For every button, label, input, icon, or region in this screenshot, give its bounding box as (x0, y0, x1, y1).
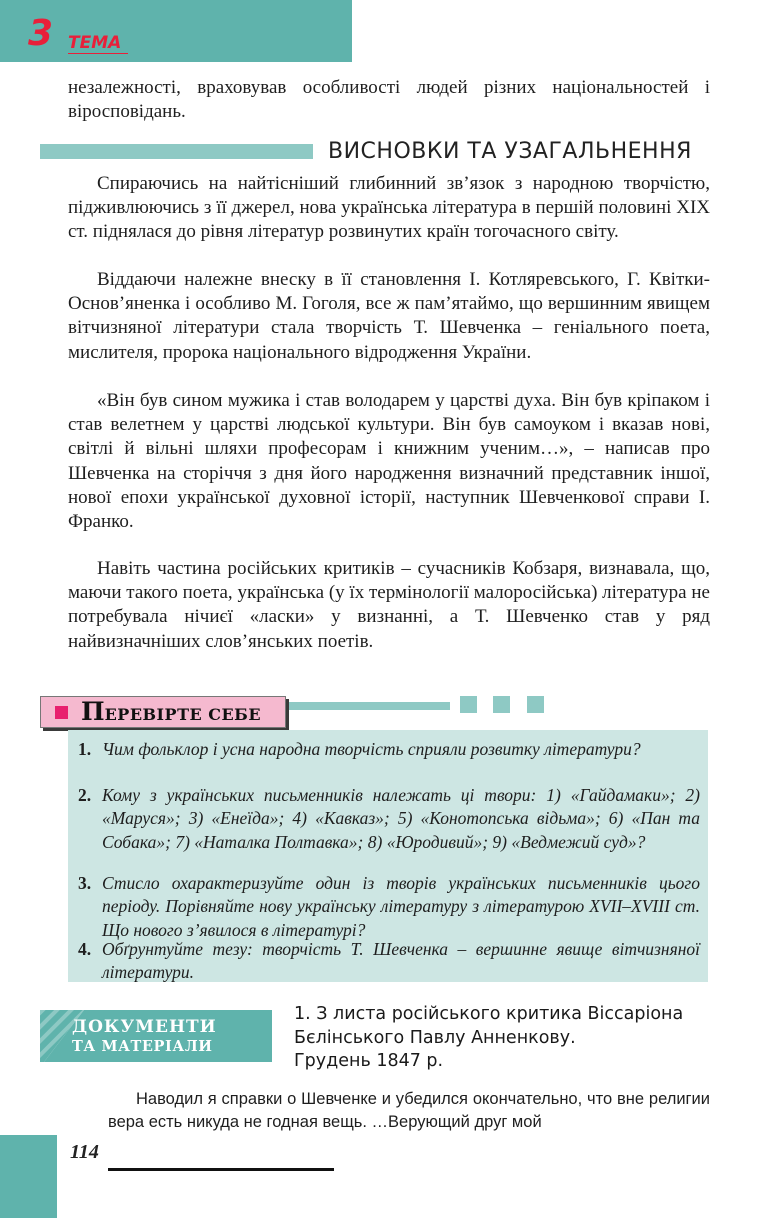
document-heading-line-2: Бєлінського Павлу Анненкову. (294, 1027, 576, 1048)
question-item-4 (78, 938, 700, 985)
chapter-number: 3 (28, 13, 54, 54)
document-text: Наводил я справки о Шевченке и убедился окончательно, что вне религии вера есть никуда не годная вещь. …Верующий друг мой (108, 1090, 710, 1131)
self-check-decor-line (288, 702, 450, 710)
chapter-label-underline (68, 53, 128, 54)
question-item-1 (78, 738, 700, 761)
document-heading (294, 1003, 714, 1074)
self-check-title-rest: ЕРЕВІРТЕ СЕБЕ (104, 705, 262, 724)
decor-square (460, 696, 477, 713)
section-heading-bar (40, 144, 313, 159)
question-text: Кому з українських письменників належать ці твори: 1) «Гайдамаки»; 2) «Маруся»; 3) «Енеїда»; 4) «Кавказ»; 5) «Конотопська відьма»; 6) «Пан та Собака»; 7) «Наталка Полтавка»; 8) «Юродивий»; 9) «Ведмежий суд»? (102, 785, 700, 852)
chapter-label: ТЕМА (68, 33, 122, 53)
decor-square (493, 696, 510, 713)
question-text: Чим фольклор і усна народна творчість сприяли розвитку літератури? (102, 739, 641, 759)
self-check-title (81, 698, 261, 729)
self-check-title-box (40, 696, 286, 728)
body-paragraph-3: «Він був сином мужика і став володарем у царстві духа. Він був кріпаком і став велетнем у царстві людської культури. Він був самоуком і вказав нові, світлі й вільні шляхи професорам і книжним ученим…», – написав про Шевченка на сторіччя з дня його народження визначний представник іншої, нової епохи української духовної історії, наступник Шевченкової справи І. Франко. (68, 390, 710, 533)
self-check-title-cap: П (81, 697, 105, 726)
intro-paragraph: незалежності, враховував особливості людей різних національностей і віросповідань. (68, 77, 710, 123)
self-check-bullet-icon (55, 706, 68, 719)
question-number: 2. (78, 785, 92, 805)
question-number: 1. (78, 739, 92, 759)
question-text: Стисло охарактеризуйте один із творів українських письменників цього періоду. Порівняйте нову українську літературу з літературою XVII–XVIII ст. Що нового з’явилося в літературі? (102, 873, 700, 940)
section-title: ВИСНОВКИ ТА УЗАГАЛЬНЕННЯ (328, 139, 692, 164)
document-heading-line-3: Грудень 1847 р. (294, 1051, 444, 1071)
question-number: 3. (78, 873, 92, 893)
self-check-questions-box (68, 730, 708, 982)
footer-rule (108, 1168, 334, 1171)
question-item-2 (78, 784, 700, 854)
body-paragraph-1: Спираючись на найтісніший глибинний зв’язок з народною творчістю, підживлюючись з її джерел, нова українська література в першій половині XIX ст. піднялася до рівня літератур розвинутих країн тогочасного світу. (68, 173, 710, 243)
question-number: 4. (78, 939, 92, 959)
question-item-3 (78, 872, 700, 942)
document-heading-line-1: 1. З листа російського критика Віссаріона (294, 1004, 684, 1024)
page-number: 114 (70, 1141, 99, 1163)
footer-color-block (0, 1135, 57, 1218)
documents-banner-subtitle: ТА МАТЕРІАЛИ (72, 1038, 213, 1055)
body-paragraph-2: Віддаючи належне внеску в її становлення І. Котляревського, Г. Квітки-Основ’яненка і особливо М. Гоголя, все ж пам’ятаймо, що вершинним явищем вітчизняної літератури стала творчість Т. Шевченка – геніального поета, мислителя, пророка національного відродження України. (68, 269, 710, 363)
question-text: Обґрунтуйте тезу: творчість Т. Шевченка – вершинне явище вітчизняної літератури. (102, 939, 700, 983)
documents-banner-title: ДОКУМЕНТИ (72, 1017, 217, 1037)
body-paragraph-4: Навіть частина російських критиків – сучасників Кобзаря, визнавала, що, маючи такого поета, українська (у їх термінології малоросійська) література не потребувала нічиєї «ласки» у визнанні, а Т. Шевченко став у ряд найвизначніших слов’янських поетів. (68, 558, 710, 652)
decor-square (527, 696, 544, 713)
